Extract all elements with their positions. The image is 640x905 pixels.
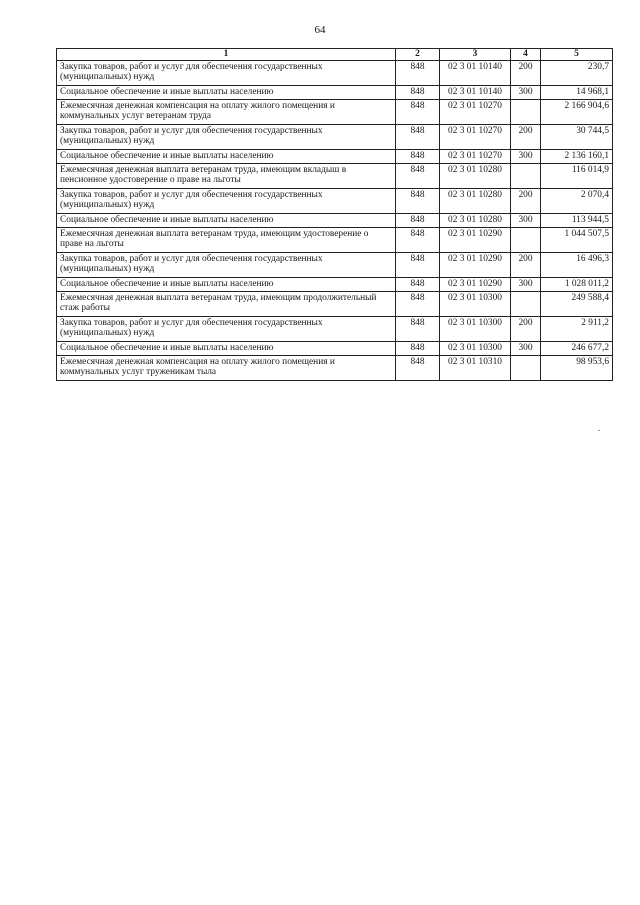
row-ministry-code: 848	[396, 253, 440, 278]
column-header-3: 3	[440, 49, 511, 61]
row-amount: 1 028 011,2	[541, 278, 613, 292]
column-header-5: 5	[541, 49, 613, 61]
row-ministry-code: 848	[396, 278, 440, 292]
table-row	[57, 342, 613, 356]
row-amount: 2 136 160,1	[541, 150, 613, 164]
row-target-code: 02 3 01 10300	[440, 317, 511, 342]
row-ministry-code: 848	[396, 292, 440, 317]
table-row	[57, 164, 613, 189]
budget-table	[56, 48, 613, 381]
row-expense-type: 200	[511, 125, 541, 150]
row-target-code: 02 3 01 10140	[440, 61, 511, 86]
table-row	[57, 356, 613, 381]
table-row	[57, 317, 613, 342]
row-expense-type: 200	[511, 253, 541, 278]
row-description: Ежемесячная денежная компенсация на оплату жилого помещения и коммунальных услуг труженикам тыла	[57, 356, 396, 381]
row-ministry-code: 848	[396, 342, 440, 356]
row-target-code: 02 3 01 10290	[440, 228, 511, 253]
row-target-code: 02 3 01 10300	[440, 292, 511, 317]
row-description: Закупка товаров, работ и услуг для обеспечения государственных (муниципальных) нужд	[57, 317, 396, 342]
row-expense-type	[511, 292, 541, 317]
row-expense-type: 200	[511, 189, 541, 214]
row-amount: 98 953,6	[541, 356, 613, 381]
row-amount: 1 044 507,5	[541, 228, 613, 253]
table-row	[57, 61, 613, 86]
table-row	[57, 150, 613, 164]
row-amount: 116 014,9	[541, 164, 613, 189]
row-target-code: 02 3 01 10280	[440, 214, 511, 228]
row-target-code: 02 3 01 10290	[440, 253, 511, 278]
row-amount: 246 677,2	[541, 342, 613, 356]
row-amount: 14 968,1	[541, 86, 613, 100]
scan-speck	[598, 430, 600, 431]
row-expense-type: 200	[511, 61, 541, 86]
row-expense-type: 300	[511, 214, 541, 228]
row-ministry-code: 848	[396, 86, 440, 100]
row-expense-type	[511, 228, 541, 253]
row-ministry-code: 848	[396, 214, 440, 228]
row-target-code: 02 3 01 10270	[440, 100, 511, 125]
row-ministry-code: 848	[396, 100, 440, 125]
column-header-2: 2	[396, 49, 440, 61]
row-ministry-code: 848	[396, 125, 440, 150]
row-target-code: 02 3 01 10300	[440, 342, 511, 356]
row-amount: 16 496,3	[541, 253, 613, 278]
row-description: Социальное обеспечение и иные выплаты населению	[57, 278, 396, 292]
table-row	[57, 253, 613, 278]
row-ministry-code: 848	[396, 228, 440, 253]
row-target-code: 02 3 01 10270	[440, 125, 511, 150]
row-expense-type: 300	[511, 150, 541, 164]
row-target-code: 02 3 01 10270	[440, 150, 511, 164]
row-amount: 2 911,2	[541, 317, 613, 342]
table-row	[57, 278, 613, 292]
table-row	[57, 189, 613, 214]
table-row	[57, 214, 613, 228]
row-description: Социальное обеспечение и иные выплаты населению	[57, 86, 396, 100]
row-description: Социальное обеспечение и иные выплаты населению	[57, 214, 396, 228]
row-description: Закупка товаров, работ и услуг для обеспечения государственных (муниципальных) нужд	[57, 189, 396, 214]
row-ministry-code: 848	[396, 150, 440, 164]
table-row	[57, 125, 613, 150]
row-ministry-code: 848	[396, 317, 440, 342]
row-expense-type	[511, 100, 541, 125]
row-expense-type	[511, 164, 541, 189]
row-description: Социальное обеспечение и иные выплаты населению	[57, 342, 396, 356]
row-description: Социальное обеспечение и иные выплаты населению	[57, 150, 396, 164]
row-description: Закупка товаров, работ и услуг для обеспечения государственных (муниципальных) нужд	[57, 253, 396, 278]
table-row	[57, 100, 613, 125]
row-ministry-code: 848	[396, 189, 440, 214]
column-header-1: 1	[57, 49, 396, 61]
row-target-code: 02 3 01 10280	[440, 164, 511, 189]
column-header-4: 4	[511, 49, 541, 61]
row-expense-type: 200	[511, 317, 541, 342]
row-ministry-code: 848	[396, 356, 440, 381]
row-target-code: 02 3 01 10140	[440, 86, 511, 100]
row-ministry-code: 848	[396, 164, 440, 189]
row-target-code: 02 3 01 10310	[440, 356, 511, 381]
table-row	[57, 86, 613, 100]
row-description: Закупка товаров, работ и услуг для обеспечения государственных (муниципальных) нужд	[57, 61, 396, 86]
table-row	[57, 228, 613, 253]
row-ministry-code: 848	[396, 61, 440, 86]
row-amount: 249 588,4	[541, 292, 613, 317]
row-amount: 2 166 904,6	[541, 100, 613, 125]
table-header-row	[57, 49, 613, 61]
row-description: Ежемесячная денежная выплата ветеранам труда, имеющим продолжительный стаж работы	[57, 292, 396, 317]
table-row	[57, 292, 613, 317]
row-expense-type: 300	[511, 342, 541, 356]
row-expense-type: 300	[511, 86, 541, 100]
row-description: Закупка товаров, работ и услуг для обеспечения государственных (муниципальных) нужд	[57, 125, 396, 150]
row-amount: 30 744,5	[541, 125, 613, 150]
row-expense-type	[511, 356, 541, 381]
page-number: 64	[314, 24, 326, 36]
row-amount: 113 944,5	[541, 214, 613, 228]
row-description: Ежемесячная денежная выплата ветеранам труда, имеющим удостоверение о праве на льготы	[57, 228, 396, 253]
row-target-code: 02 3 01 10280	[440, 189, 511, 214]
row-amount: 2 070,4	[541, 189, 613, 214]
row-description: Ежемесячная денежная компенсация на оплату жилого помещения и коммунальных услуг ветеранам труда	[57, 100, 396, 125]
row-amount: 230,7	[541, 61, 613, 86]
row-target-code: 02 3 01 10290	[440, 278, 511, 292]
row-expense-type: 300	[511, 278, 541, 292]
row-description: Ежемесячная денежная выплата ветеранам труда, имеющим вкладыш в пенсионное удостоверение о праве на льготы	[57, 164, 396, 189]
